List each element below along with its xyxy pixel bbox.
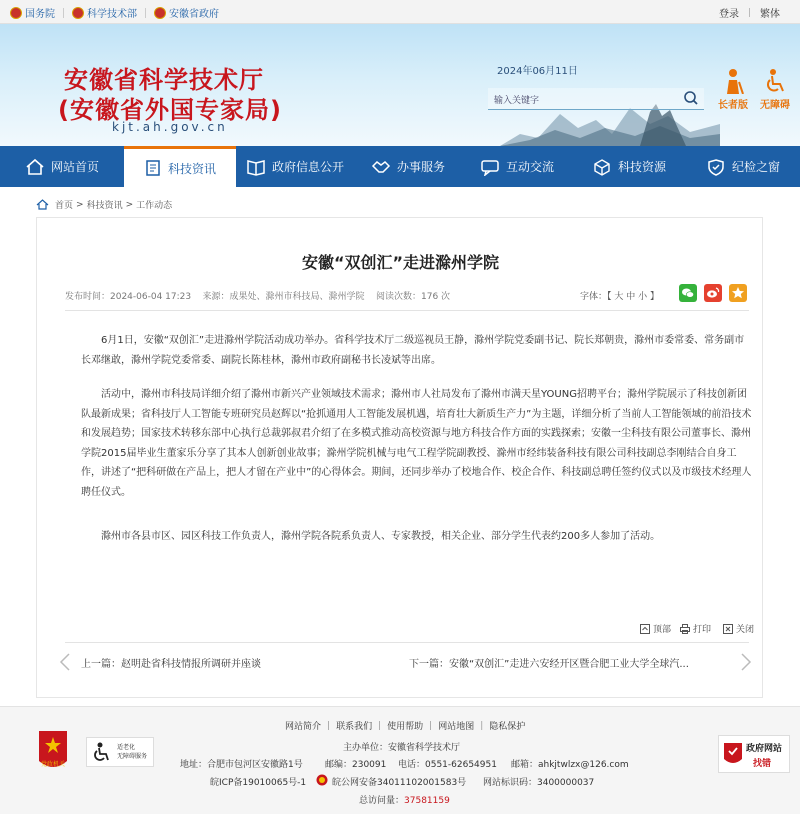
- footer-sponsor: 主办单位：安徽省科学技术厅: [343, 743, 461, 753]
- top-bar: [0, 0, 800, 24]
- elder-mode-button[interactable]: 长者版: [718, 68, 748, 111]
- footer-icp[interactable]: 皖ICP备19010065号-1: [210, 778, 307, 788]
- cube-icon: [592, 158, 612, 176]
- next-article-link[interactable]: 下一篇：安徽“双创汇”走进六安经开区暨合肥工业大学全球汽...: [409, 659, 689, 670]
- current-date: 2024年06月11日: [497, 66, 578, 77]
- footer-postcode: 邮编：230091: [325, 760, 387, 770]
- breadcrumb-home[interactable]: 首页: [55, 201, 74, 211]
- breadcrumb-sep: >: [76, 199, 84, 210]
- national-emblem-icon: [10, 7, 22, 19]
- svg-text:党政机关: 党政机关: [40, 761, 66, 768]
- breadcrumb: [36, 198, 172, 211]
- nav-item-services[interactable]: 办事服务: [354, 146, 462, 187]
- footer-links: 网站简介 | 联系我们 | 使用帮助 | 网站地图 | 隐私保护: [285, 720, 526, 732]
- footer-email: 邮箱：ahkjtwlzx@126.com: [511, 760, 629, 770]
- site-domain: kjt.ah.gov.cn: [112, 120, 228, 134]
- top-link-anhui-gov[interactable]: 安徽省政府: [154, 5, 219, 20]
- search-box[interactable]: [488, 88, 704, 110]
- prev-article-link[interactable]: 上一篇：赵明赴省科技情报所调研并座谈: [81, 659, 261, 670]
- article-paragraph: 滁州市各县市区、园区科技工作负责人，滁州学院各院系负责人、专家教授，相关企业、部分学生代表约200多人参加了活动。: [101, 531, 661, 542]
- main-nav: [0, 146, 800, 187]
- shield-icon: [706, 158, 726, 176]
- site-title: 安徽省科学技术厅: [64, 66, 264, 94]
- print-button[interactable]: 打印: [680, 622, 711, 635]
- divider: [65, 310, 749, 311]
- article-paragraph: 6月1日，安徽“双创汇”走进滁州学院活动成功举办。省科学技术厅二级巡视员王静，滁州学院党委副书记、院长郑朝贵，滁州市委常委、常务副市长邓继敢，滁州学院党委常委、副院长陈桂林，滁州市政府副秘书长凌斌等出席。: [81, 335, 745, 366]
- top-link-state-council[interactable]: 国务院: [10, 5, 55, 20]
- print-icon: [680, 624, 690, 634]
- handshake-icon: [371, 158, 391, 176]
- footer-link-about[interactable]: 网站简介: [285, 722, 322, 732]
- party-gov-badge-icon[interactable]: [37, 729, 69, 775]
- divider: [749, 8, 750, 17]
- divider: [65, 642, 749, 643]
- police-badge-icon: [316, 774, 328, 786]
- article-title: 安徽“双创汇”走进滁州学院: [301, 253, 500, 272]
- footer-site-id: 网站标识码：3400000037: [483, 778, 595, 788]
- breadcrumb-sep: >: [125, 199, 134, 210]
- visits-count: 37581159: [404, 796, 450, 806]
- nav-item-home[interactable]: 网站首页: [0, 146, 124, 187]
- nav-item-interaction[interactable]: 互动交流: [462, 146, 572, 187]
- login-link[interactable]: 登录: [719, 9, 739, 20]
- chevron-right-icon[interactable]: [740, 652, 752, 672]
- footer: [0, 706, 800, 814]
- divider: [145, 8, 146, 18]
- favorite-share-icon[interactable]: [729, 284, 747, 302]
- top-link-most[interactable]: 科学技术部: [72, 5, 137, 20]
- national-emblem-icon: [154, 7, 166, 19]
- breadcrumb-work-news[interactable]: 工作动态: [136, 201, 173, 211]
- top-icon: [640, 624, 650, 634]
- nav-item-gov-info[interactable]: 政府信息公开: [236, 146, 354, 187]
- nav-item-discipline[interactable]: 纪检之窗: [686, 146, 800, 187]
- article-paragraph: 活动中，滁州市科技局详细介绍了滁州市新兴产业领域技术需求；滁州市人社局发布了滁州市满天星YOUNG招聘平台；滁州学院展示了科技创新团队最新成果；省科技厅人工智能专班研究员赵辉以“抢抓通用人工智能发展机遇，培育壮大新质生产力”为主题，详细分析了当前人工智能领域的前沿技术和发展趋势；国家技术转移东部中心执行总裁郭叔君介绍了在多模式推动高校资源与地方科技合作方面的实践探索；安徽一尘科技有限公司董事长、滁州学院2015届毕业生董家乐分享了其本人创新创业故事；滁州学院机械与电气工程学院副教授、滁州市经纬装备科技有限公司科技副总李刚结合自身工作，讲述了“把科研做在产品上，把人才留在产业中”的心得体会。期间，还同步举办了校地合作、校企合作、科技副总聘任签约仪式以及市级技术经理人聘任仪式。: [81, 389, 752, 498]
- home-icon: [25, 158, 45, 176]
- elder-friendly-badge[interactable]: 适老化 无障碍服务: [86, 737, 154, 767]
- footer-link-privacy[interactable]: 隐私保护: [489, 722, 526, 732]
- search-icon[interactable]: [682, 89, 700, 107]
- article-card: [36, 217, 763, 698]
- weibo-share-icon[interactable]: [704, 284, 722, 302]
- close-button[interactable]: 关闭: [723, 622, 754, 635]
- footer-visits: [359, 793, 450, 806]
- elder-icon: [721, 68, 745, 94]
- gov-site-icon: [722, 741, 744, 767]
- header-banner: [0, 24, 800, 146]
- wechat-share-icon[interactable]: [679, 284, 697, 302]
- footer-link-help[interactable]: 使用帮助: [387, 722, 424, 732]
- top-right: [719, 5, 780, 20]
- article-meta: 发布时间：2024-06-04 17:23 来源：成果处、滁州市科技局、滁州学院 阅读次数：176 次: [65, 292, 451, 302]
- visits-label: 总访问量：: [359, 796, 405, 806]
- footer-police-record[interactable]: 皖公网安备34011102001583号: [332, 778, 467, 788]
- site-subtitle: (安徽省外国专家局): [58, 96, 282, 124]
- back-to-top-button[interactable]: 顶部: [640, 622, 671, 635]
- home-icon: [36, 199, 49, 210]
- chevron-left-icon[interactable]: [59, 652, 71, 672]
- accessibility-button[interactable]: 无障碍: [760, 68, 790, 111]
- footer-phone: 电话：0551-62654951: [398, 760, 497, 770]
- footer-link-sitemap[interactable]: 网站地图: [438, 722, 475, 732]
- breadcrumb-news[interactable]: 科技资讯: [86, 201, 123, 211]
- footer-address: 地址：合肥市包河区安徽路1号: [180, 760, 303, 770]
- wheelchair-icon: [763, 68, 787, 94]
- search-placeholder[interactable]: 输入关键字: [494, 96, 540, 106]
- footer-link-contact[interactable]: 联系我们: [336, 722, 373, 732]
- book-icon: [246, 158, 266, 176]
- wheelchair-icon: [91, 741, 113, 763]
- close-icon: [723, 624, 733, 634]
- national-emblem-icon: [72, 7, 84, 19]
- chat-icon: [480, 158, 500, 176]
- traditional-link[interactable]: 繁体: [760, 9, 780, 20]
- divider: [63, 8, 64, 18]
- nav-item-resources[interactable]: 科技资源: [572, 146, 686, 187]
- document-icon: [144, 159, 162, 177]
- gov-site-error-badge[interactable]: 政府网站 找错: [718, 735, 790, 773]
- top-links: [10, 5, 227, 20]
- nav-item-news[interactable]: 科技资讯: [124, 146, 236, 187]
- font-size-selector[interactable]: 字体：【 大 中 小 】: [580, 292, 659, 302]
